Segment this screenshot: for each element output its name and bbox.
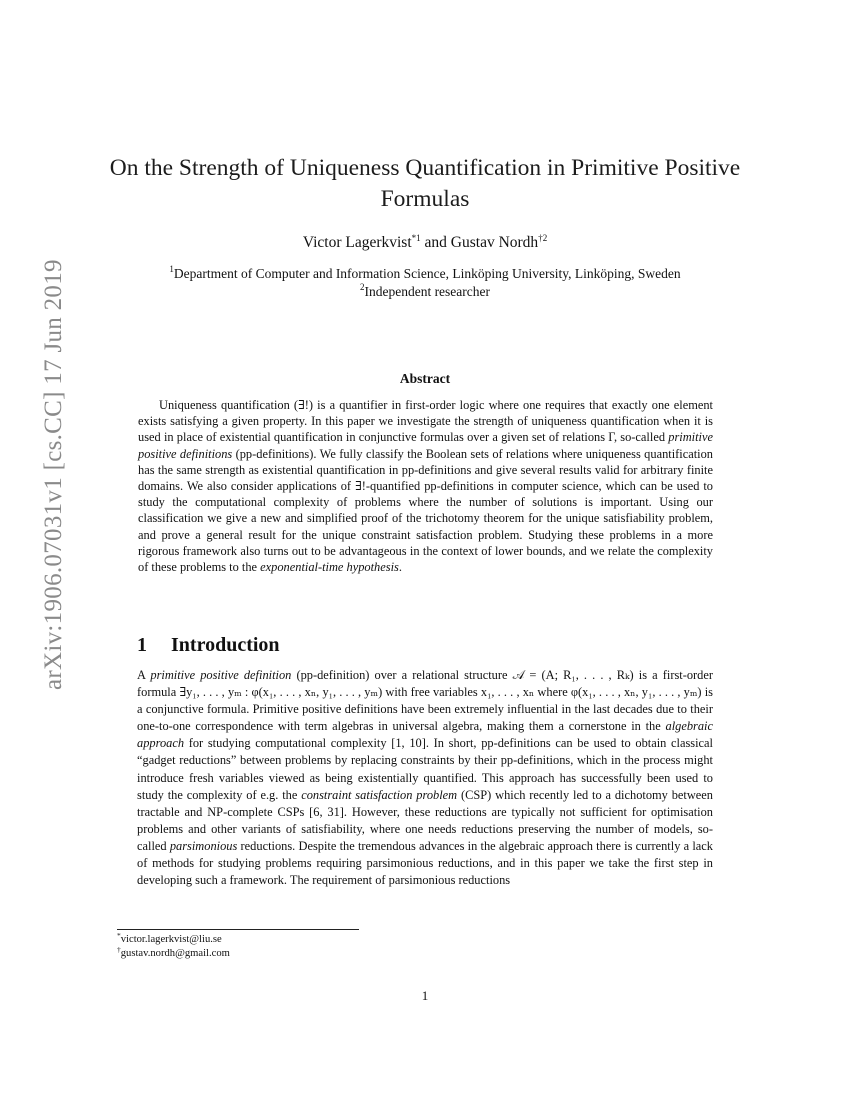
page-number: 1 (421, 988, 429, 1003)
author-name-2: Gustav Nordh (450, 234, 539, 251)
abstract-body (138, 397, 713, 575)
intro-emphasis-4: parsimonious (169, 838, 238, 853)
affiliation-text-2: Independent researcher (364, 284, 491, 299)
abstract-emphasis-2: exponential-time hypothesis (260, 560, 399, 575)
paper-title: On the Strength of Uniqueness Quantification in Primitive Positive Formulas (109, 155, 741, 212)
footnote-divider (117, 929, 359, 930)
footnote-mark-1: * (117, 931, 121, 940)
abstract-text-2: (pp-definitions). We fully classify the Boolean sets of relations where uniqueness quantification has the same strength as existential quantification in pp-definitions and give several results valid for arbitrary finite domains. We also consider applications of ∃!-quantified pp-definitions in computer science, which can be used to study the computational complexity of problems where the number of solutions is important. Using our classification we give a new and simplified proof of the trichotomy theorem for the unique satisfiability problem, and prove a general result for the unique constraint satisfaction problem. Studying these problems in a more rigorous framework also turns out to be advantageous in the context of lower bounds, and we relate the complexity of these problems to the (138, 446, 713, 575)
introduction-paragraph (137, 667, 713, 889)
intro-emphasis-1: primitive positive definition (150, 668, 292, 682)
footnote-1 (117, 933, 517, 947)
abstract-text-1: Uniqueness quantification (∃!) is a quantifier in first-order logic where one requires that exactly one element exists satisfying a given property. In this paper we investigate the strength of uniqueness quantification when it is used in place of existential quantification in conjunctive formulas over a given set of relations Γ, so-called (138, 398, 713, 445)
author-connector: and (420, 234, 451, 251)
affiliation-mark-1: 1 (169, 264, 174, 274)
author-name-1: Victor Lagerkvist (302, 234, 412, 251)
intro-emphasis-3: constraint satisfaction problem (301, 787, 458, 802)
intro-text-3: for studying computational complexity [1, 10]. In short, pp-definitions can be used to obtain classical “gadget reductions” between problems by replacing constraints by their pp-definitions, which in the process might introduce fresh variables viewed as being existentially quantified. This approach has successfully been used to study the complexity of e.g. the (137, 736, 713, 802)
abstract-emphasis-1: primitive positive definitions (138, 430, 713, 461)
author-mark-2: †2 (538, 233, 548, 243)
section-number: 1 (137, 634, 147, 656)
affiliation-mark-2: 2 (359, 282, 365, 292)
intro-emphasis-2: algebraic approach (137, 719, 713, 751)
footnote-2 (117, 947, 517, 961)
affiliation-2 (80, 283, 770, 301)
arxiv-identifier-stamp: arXiv:1906.07031v1 [cs.CC] 17 Jun 2019 (40, 259, 67, 690)
section-title: Introduction (171, 634, 280, 656)
intro-text-5: reductions. Despite the tremendous advances in the algebraic approach there is currently a lack of methods for studying problems requiring parsimonious reductions, and in this paper we take the first step in developing such a framework. The requirement of parsimonious reductions (137, 838, 714, 888)
author-line (80, 234, 770, 252)
author-mark-1: *1 (411, 233, 421, 243)
affiliation-1 (80, 265, 770, 283)
footnote-email-1[interactable]: victor.lagerkvist@liu.se (120, 934, 222, 945)
abstract-text-3: . (398, 560, 402, 575)
intro-text-2: (pp-definition) over a relational structure 𝒜 = (A; R₁, . . . , Rₖ) is a first-order formula ∃y₁, . . . , yₘ : φ(x₁, . . . , xₙ, y₁, . . . , yₘ) with free variables x₁, . . . , xₙ where φ(x₁, . . . , xₙ, y₁, . . . , yₘ) is a conjunctive formula. Primitive positive definitions have been extremely influential in the last decades due to their one-to-one correspondence with term algebras in universal algebra, making them a cornerstone in the (137, 668, 713, 734)
abstract-heading: Abstract (399, 371, 451, 386)
affiliations (80, 265, 770, 301)
section-heading-introduction (137, 634, 737, 657)
footnote-mark-2: † (117, 945, 121, 954)
intro-text-4: (CSP) which recently led to a dichotomy between tractable and NP-complete CSPs [6, 31]. However, these reductions are typically not sufficient for optimisation problems and other variants of satisfiability, where one needs reductions preserving the number of models, so-called (137, 787, 713, 853)
footnotes (117, 933, 517, 961)
affiliation-text-1: Department of Computer and Information Science, Linköping University, Linköping, Sweden (173, 266, 681, 281)
intro-text-1: A (137, 668, 151, 682)
footnote-email-2[interactable]: gustav.nordh@gmail.com (120, 948, 230, 959)
